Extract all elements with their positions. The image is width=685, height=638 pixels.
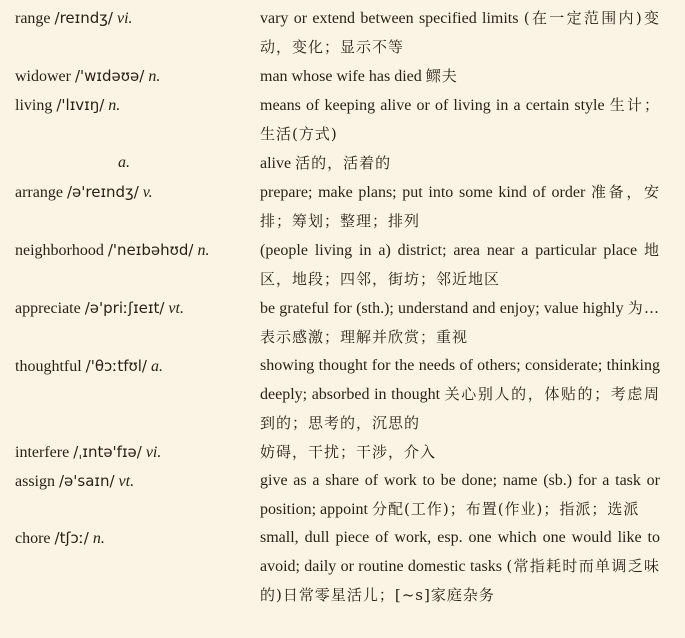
pronunciation: /ə'priːʃɪeɪt/ — [84, 299, 165, 317]
part-of-speech: vi. — [116, 10, 133, 27]
vocab-entry-chore — [0, 524, 685, 610]
definition — [260, 294, 660, 352]
pronunciation: /'wɪdəʊə/ — [74, 67, 145, 85]
vocab-entry-interfere — [0, 438, 685, 467]
definition — [260, 62, 660, 91]
definition-chinese: 地区，地段；四邻，街坊；邻近地区 — [260, 241, 660, 288]
definition-english: prepare; make plans; put into some kind of order — [260, 184, 586, 201]
vocab-entry-living — [0, 91, 685, 149]
part-of-speech: a. — [150, 358, 163, 375]
part-of-speech: n. — [148, 68, 161, 85]
definition-english: small, dull piece of work, esp. one which one would like to avoid; daily or routine domestic tasks — [260, 529, 660, 575]
definition-english: man whose wife has died — [260, 68, 422, 85]
definition — [260, 352, 660, 438]
headword: arrange — [15, 184, 63, 201]
definition — [260, 524, 660, 610]
headword: widower — [15, 68, 71, 85]
definition-chinese: 生计；生活(方式) — [260, 96, 660, 143]
definition — [260, 149, 660, 178]
headword-block — [0, 467, 260, 496]
definition — [260, 467, 660, 524]
definition-english: showing thought for the needs of others; considerate; thinking deeply; absorbed in thought — [260, 357, 660, 403]
headword-block — [0, 4, 260, 33]
definition — [260, 178, 660, 236]
vocab-entry-living-adjective — [0, 149, 685, 178]
vocab-entry-range — [0, 4, 685, 62]
headword-block — [0, 62, 260, 91]
headword-block — [0, 524, 260, 553]
definition — [260, 4, 660, 62]
definition-chinese: 分配(工作)；布置(作业)；指派；选派 — [372, 500, 640, 518]
part-of-speech: vt. — [168, 300, 184, 317]
part-of-speech: v. — [142, 184, 153, 201]
vocab-entry-arrange — [0, 178, 685, 236]
part-of-speech: n. — [92, 530, 105, 547]
headword: living — [15, 97, 53, 114]
headword: neighborhood — [15, 242, 104, 259]
headword-block — [0, 438, 260, 467]
headword-block — [0, 294, 260, 323]
pronunciation: /tʃɔː/ — [54, 529, 89, 547]
headword: range — [15, 10, 51, 27]
definition-chinese: (在一定范围内)变动，变化；显示不等 — [260, 9, 660, 56]
headword: thoughtful — [15, 358, 82, 375]
headword-block — [0, 149, 260, 177]
pronunciation: /'θɔːtfʊl/ — [85, 357, 147, 375]
pronunciation: /reɪndʒ/ — [54, 9, 113, 27]
headword-block — [0, 91, 260, 120]
pronunciation: /'neɪbəhʊd/ — [107, 241, 194, 259]
vocab-entry-neighborhood — [0, 236, 685, 294]
definition-chinese: 鳏夫 — [425, 67, 458, 85]
pronunciation: /ə'reɪndʒ/ — [66, 183, 139, 201]
headword: appreciate — [15, 300, 81, 317]
definition-chinese: 准备，安排；筹划；整理；排列 — [260, 183, 660, 230]
headword: interfere — [15, 444, 70, 461]
definition-chinese: 关心别人的，体贴的；考虑周到的；思考的，沉思的 — [260, 385, 661, 432]
definition — [260, 236, 660, 294]
definition-english: alive — [260, 155, 292, 172]
headword-block — [0, 352, 260, 381]
definition-chinese: 为…表示感激；理解并欣赏；重视 — [260, 299, 660, 346]
headword: chore — [15, 530, 51, 547]
part-of-speech: vt. — [118, 473, 135, 490]
definition-english: give as a share of work to be done; name (sb.) for a task or position; appoint — [260, 472, 660, 518]
vocab-entry-widower — [0, 62, 685, 91]
part-of-speech: a. — [118, 154, 130, 171]
definition — [260, 91, 660, 149]
headword-block — [0, 236, 260, 265]
part-of-speech: n. — [108, 97, 121, 114]
part-of-speech: n. — [197, 242, 210, 259]
vocab-entry-assign — [0, 467, 685, 524]
definition-english: (people living in a) district; area near a particular place — [260, 242, 638, 259]
pronunciation: /ˌɪntə'fɪə/ — [73, 443, 142, 461]
pronunciation: /ə'saɪn/ — [59, 472, 115, 490]
definition-english: be grateful for (sth.); understand and enjoy; value highly — [260, 300, 624, 317]
pronunciation: /'lɪvɪŋ/ — [56, 96, 105, 114]
headword: assign — [15, 473, 55, 490]
definition-chinese: 活的，活着的 — [295, 154, 392, 172]
definition-chinese: (常指耗时而单调乏味的)日常零星活儿；[~s]家庭杂务 — [260, 557, 661, 604]
definition-chinese: 妨碍，干扰；干涉，介入 — [260, 443, 437, 461]
vocab-entry-appreciate — [0, 294, 685, 352]
definition — [260, 438, 660, 467]
definition-english: vary or extend between specified limits — [260, 10, 519, 27]
headword-block — [0, 178, 260, 207]
part-of-speech: vi. — [145, 444, 162, 461]
definition-english: means of keeping alive or of living in a certain style — [260, 97, 605, 114]
vocab-entry-thoughtful — [0, 352, 685, 438]
